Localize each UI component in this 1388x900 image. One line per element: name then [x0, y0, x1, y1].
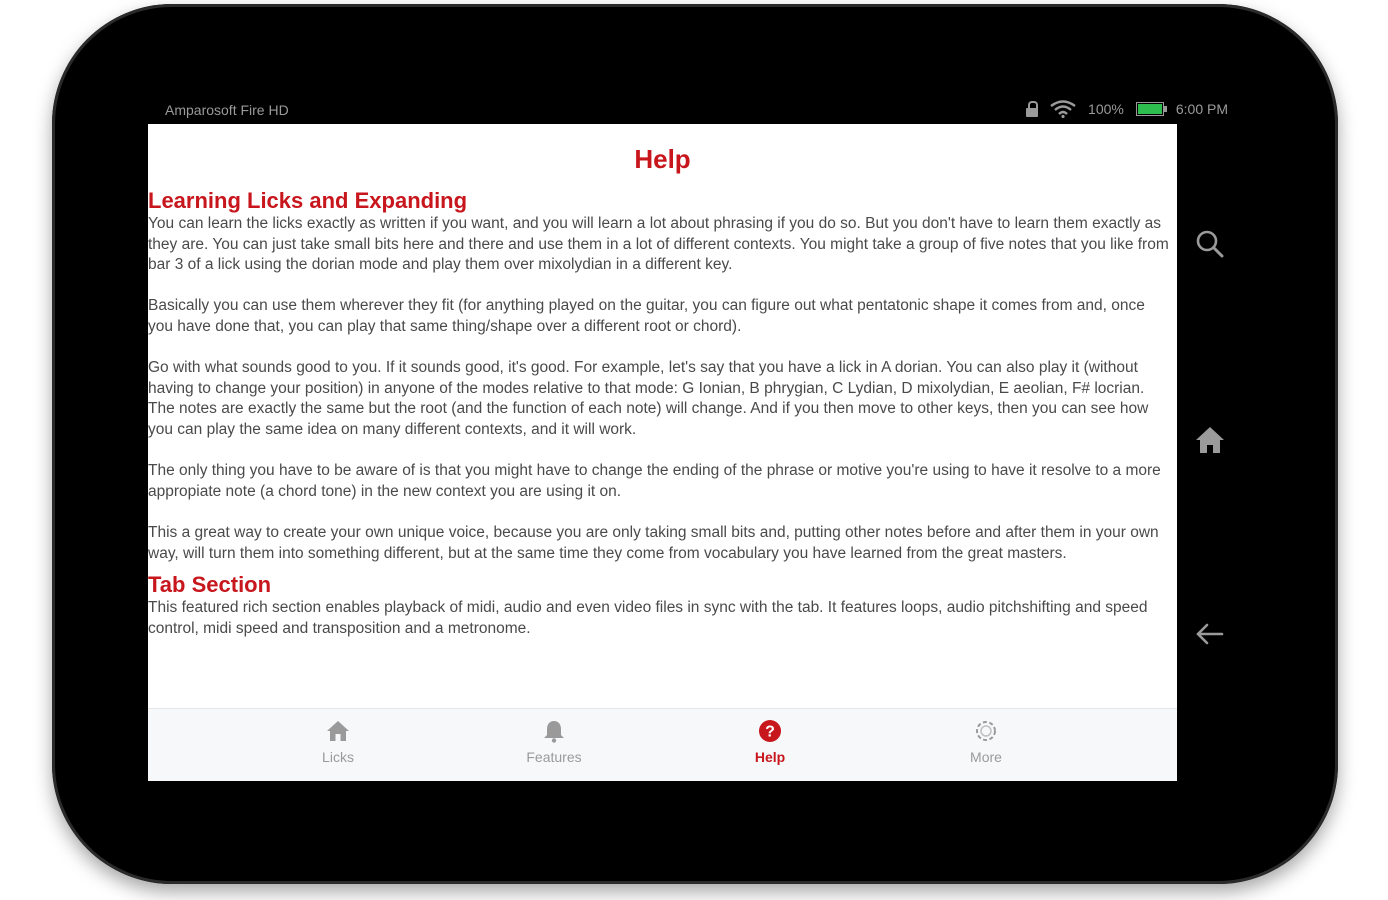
- home-icon: [325, 719, 351, 743]
- help-paragraph: Go with what sounds good to you. If it sounds good, it's good. For example, let's say that you have a lick in A dorian. You can also play it (without having to change your position) in anyone of the modes relative to that mode: G Ionian, B phrygian, C Lydian, D mixolydian, E aeolian, F# locrian. The notes are exactly the same but the root (and the function of each note) will change. And if you then move to other keys, then you can see how you can play the same idea on many different contexts, and it will work.: [148, 359, 1149, 438]
- bottom-nav: [148, 708, 1177, 781]
- search-icon[interactable]: [1192, 226, 1228, 262]
- clock: 6:00 PM: [1175, 101, 1228, 117]
- help-paragraph: This featured rich section enables playback of midi, audio and even video files in sync with the tab. It features loops, audio pitchshifting and speed control, midi speed and transposition and a metronome.: [148, 599, 1148, 637]
- nav-item-licks[interactable]: [278, 719, 398, 765]
- help-paragraph: You can learn the licks exactly as written if you want, and you will learn a lot about phrasing if you do so. But you don't have to learn them exactly as they are. You can just take small bits here and there and use them in a lot of different contexts. You might take a group of five notes that you like from bar 3 of a lick using the dorian mode and play them over mixolydian in a different key.: [148, 215, 1169, 274]
- bell-icon: [541, 719, 567, 743]
- back-arrow-icon[interactable]: [1192, 616, 1228, 652]
- nav-item-help[interactable]: [710, 719, 830, 765]
- help-paragraph: Basically you can use them wherever they fit (for anything played on the guitar, you can figure out what pentatonic shape it comes from and, once you have done that, you can play that same thing/shape over a different root or chord).: [148, 297, 1145, 335]
- nav-label: Licks: [322, 749, 354, 765]
- home-icon[interactable]: [1192, 422, 1228, 458]
- section-heading-licks: Learning Licks and Expanding: [148, 188, 468, 213]
- status-icons: [1026, 100, 1228, 118]
- app-screen: [148, 124, 1177, 781]
- help-content[interactable]: [148, 124, 1177, 709]
- battery-icon: [1136, 102, 1164, 116]
- nav-item-more[interactable]: [926, 719, 1046, 765]
- nav-label: Help: [754, 749, 786, 765]
- help-paragraph: This a great way to create your own unique voice, because you are only taking small bits and, putting other notes before and after them in your own way, will turn them into something different, but at the same time they come from vocabulary you have learned from the great masters.: [148, 523, 1159, 562]
- device-name: Amparosoft Fire HD: [165, 102, 289, 118]
- svg-text:?: ?: [765, 723, 775, 741]
- wifi-icon: [1050, 100, 1076, 118]
- status-bar: [148, 96, 1228, 124]
- help-paragraph: The only thing you have to be aware of is that you might have to change the ending of the phrase or motive you're using to have it resolve to a more appropiate note (a chord tone) in the new context you are using it on.: [148, 462, 1161, 500]
- nav-label: More: [970, 749, 1002, 765]
- help-icon: [757, 719, 783, 743]
- lock-icon: [1026, 101, 1038, 117]
- nav-label: Features: [526, 749, 582, 765]
- section-heading-tab: Tab Section: [148, 572, 272, 598]
- battery-percent: 100%: [1088, 101, 1124, 117]
- spinner-icon: [973, 719, 999, 743]
- nav-item-features[interactable]: [494, 719, 614, 765]
- page-title: Help: [634, 144, 691, 174]
